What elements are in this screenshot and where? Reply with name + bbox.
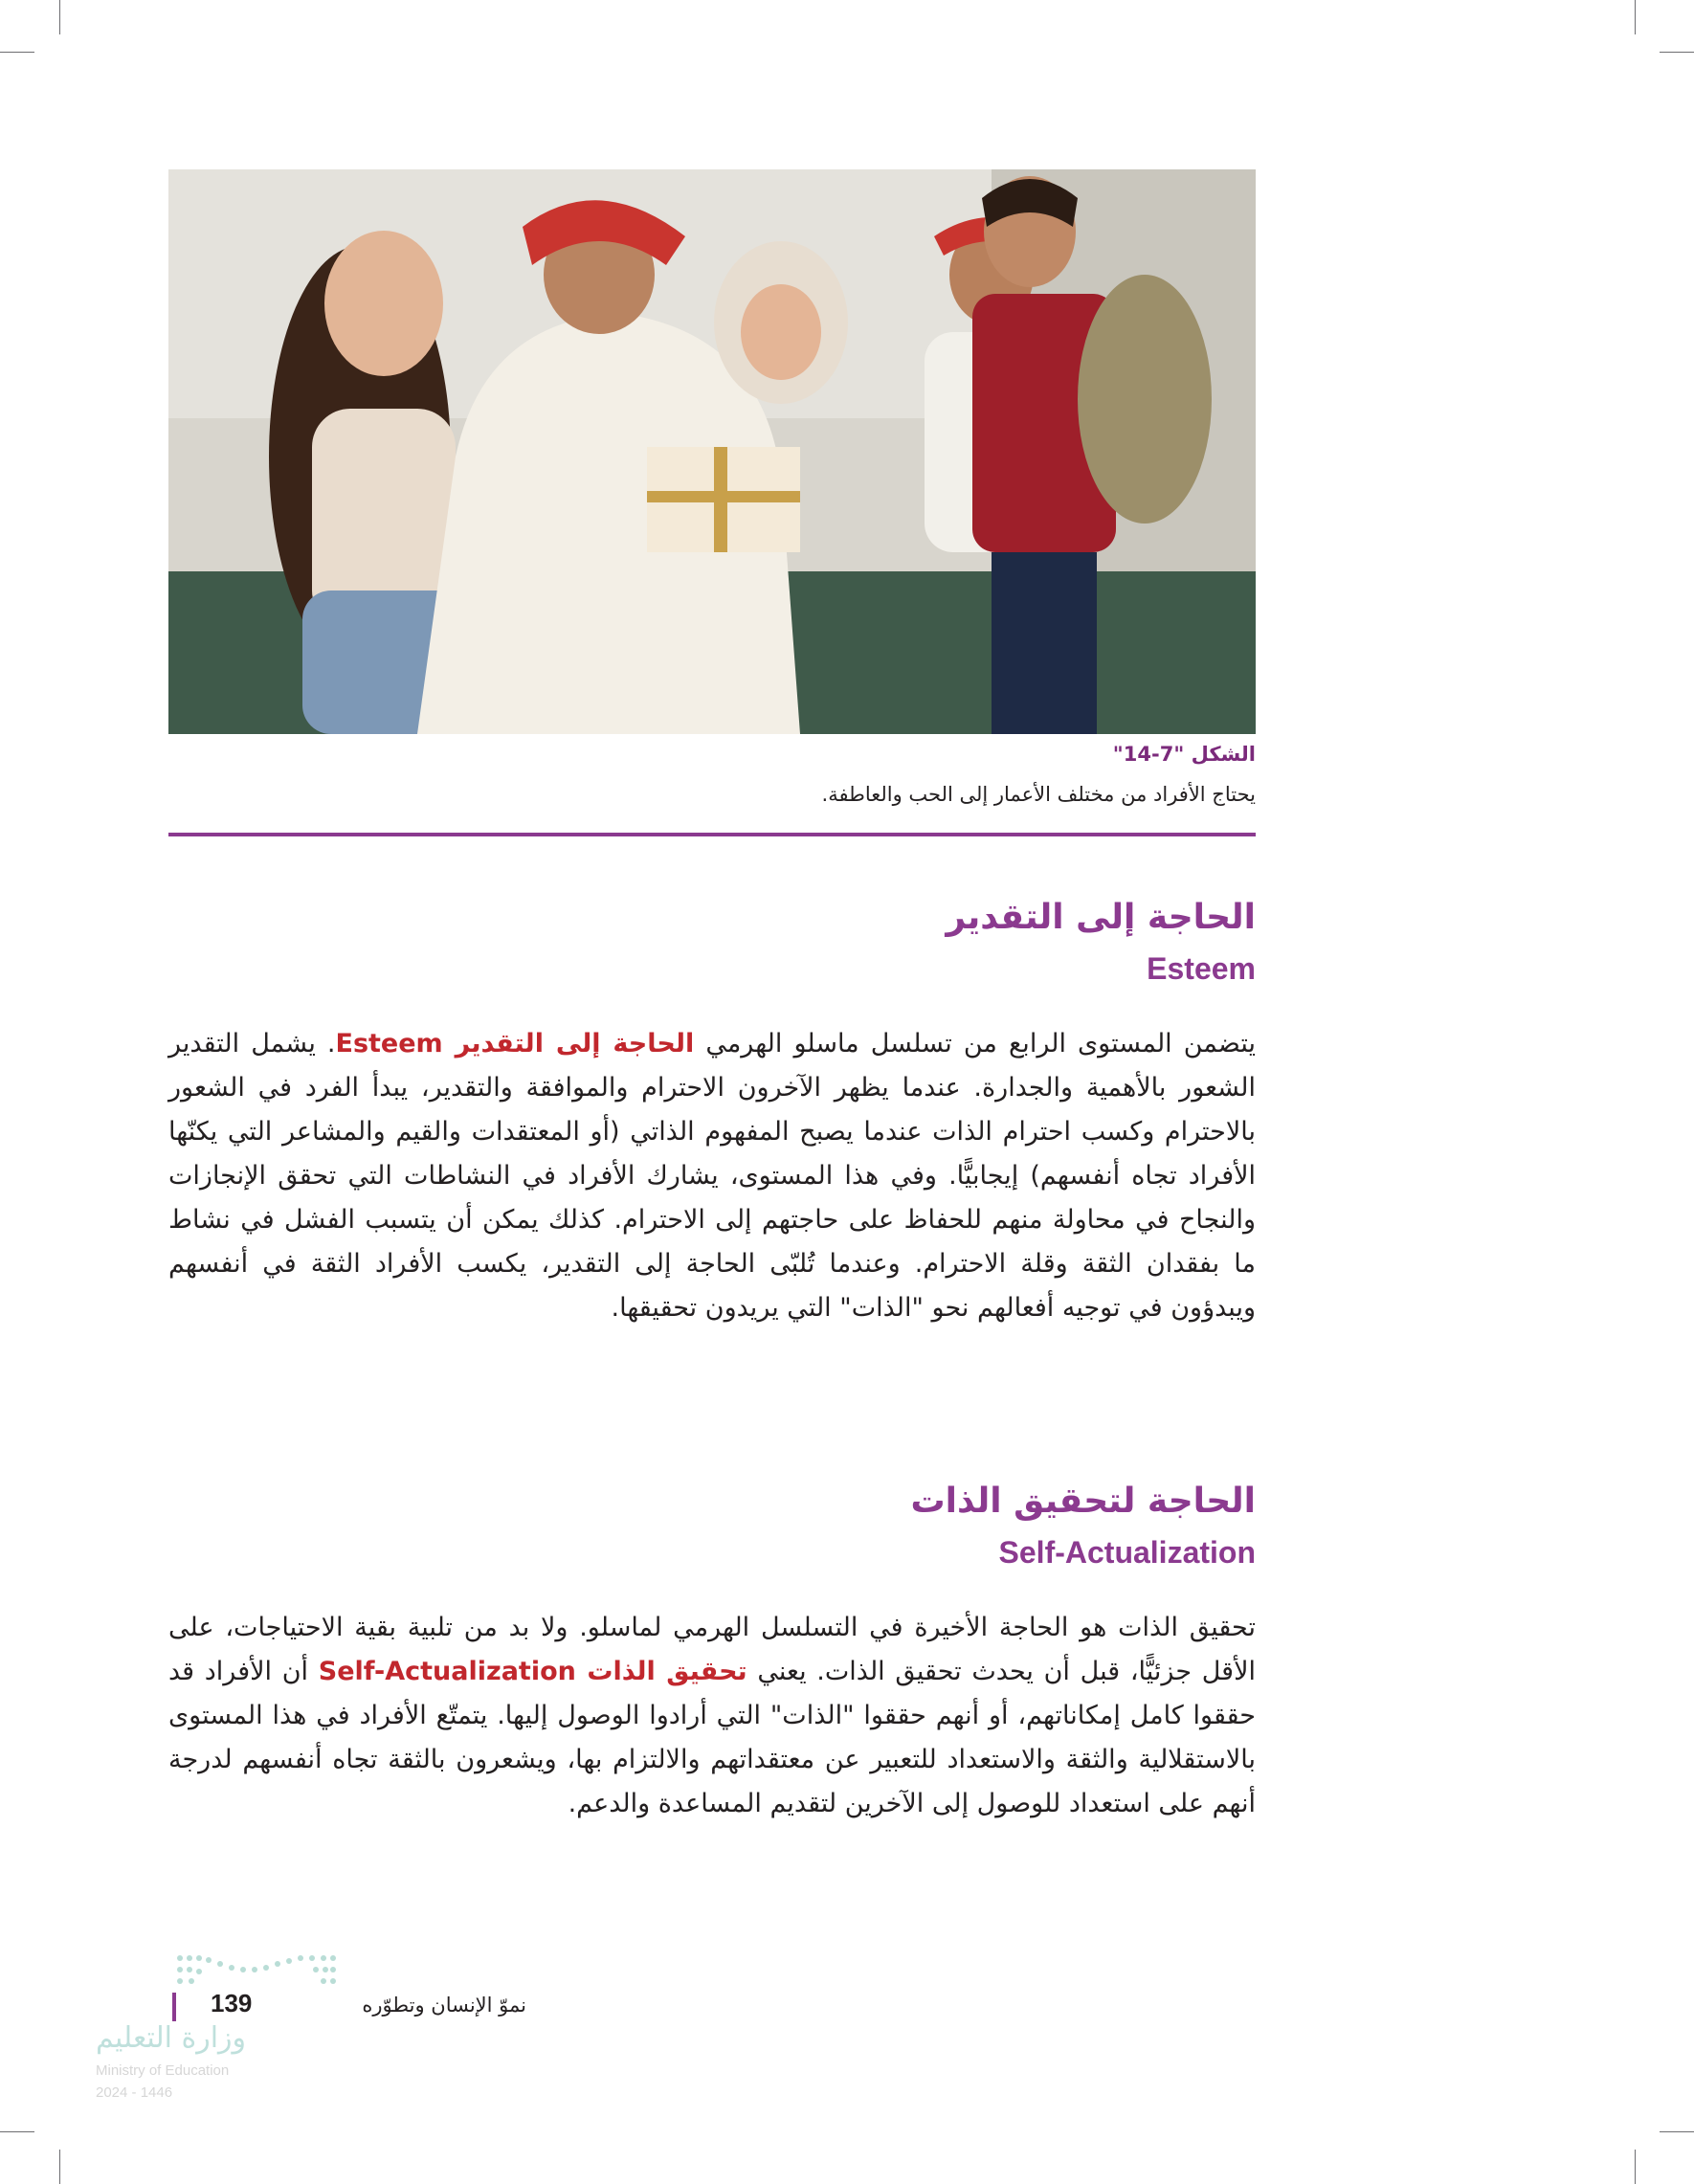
esteem-term: الحاجة إلى التقدير Esteem [335, 1029, 695, 1059]
esteem-paragraph [168, 1022, 1256, 1330]
esteem-heading-ar: الحاجة إلى التقدير [946, 898, 1256, 937]
crop-mark [1635, 2150, 1636, 2184]
crop-mark [59, 2150, 60, 2184]
crop-mark [0, 2131, 34, 2132]
esteem-heading-en: Esteem [1147, 951, 1256, 986]
self-actualization-term: تحقيق الذات Self-Actualization [318, 1657, 747, 1686]
crop-mark [59, 0, 60, 34]
figure-label: الشكل "7-14" [1112, 743, 1256, 766]
crop-mark [0, 52, 34, 53]
page-number: 139 [211, 1989, 253, 2017]
ministry-name-ar: وزارة التعليم [96, 2021, 247, 2055]
self-actualization-heading-en: Self-Actualization [998, 1535, 1256, 1570]
figure-caption: يحتاج الأفراد من مختلف الأعمار إلى الحب والعاطفة. [821, 783, 1256, 806]
crop-mark [1660, 52, 1694, 53]
section-divider [168, 833, 1256, 836]
family-photo [168, 169, 1256, 734]
esteem-paragraph-rest: . يشمل التقدير الشعور بالأهمية والجدارة. عندما يظهر الآخرون الاحترام والموافقة والتقدير، يبدأ الفرد في الشعور بالاحترام وكسب احترام الذات عندما يصبح المفهوم الذاتي (أو المعتقدات والقيم والمشاعر التي يكنّها الأفراد تجاه أنفسهم) إيجابيًّا. وفي هذا المستوى، يشارك الأفراد في النشاطات التي تحقق الإنجازات والنجاح في محاولة منهم للحفاظ على حاجتهم إلى الاحترام. كذلك يمكن أن يتسبب الفشل في نشاط ما بفقدان الثقة وقلة الاحترام. وعندما تُلبّى الحاجة إلى التقدير، يكسب الأفراد الثقة في أنفسهم ويبدؤون في توجيه أفعالهم نحو "الذات" التي يريدون تحقيقها. [168, 1029, 1256, 1323]
ministry-name-en: Ministry of Education [96, 2062, 230, 2079]
crop-mark [1635, 0, 1636, 34]
page-number-bar [172, 1993, 176, 2021]
self-actualization-paragraph-rest: أن الأفراد قد حققوا كامل إمكاناتهم، أو أنهم حققوا "الذات" التي أرادوا الوصول إليها. يتمتّع الأفراد في هذا المستوى بالاستقلالية والثقة والاستعداد للتعبير عن معتقداتهم والالتزام بها، ويشعرون بالثقة تجاه أنفسهم لدرجة أنهم على استعداد للوصول إلى الآخرين لتقديم المساعدة والدعم. [168, 1657, 1256, 1818]
self-actualization-heading-ar: الحاجة لتحقيق الذات [910, 1482, 1256, 1521]
book-title: نموّ الإنسان وتطوّره [362, 1994, 526, 2017]
self-actualization-paragraph [168, 1606, 1256, 1826]
esteem-paragraph-start: يتضمن المستوى الرابع من تسلسل ماسلو الهرمي [694, 1029, 1256, 1059]
edition-year: 2024 - 1446 [96, 2084, 173, 2101]
ministry-logo-dots [172, 1952, 340, 1985]
crop-mark [1660, 2131, 1694, 2132]
self-actualization-paragraph-start: تحقيق الذات هو الحاجة الأخيرة في التسلسل الهرمي لماسلو. ولا بد من تلبية بقية الاحتياجات، على الأقل جزئيًّا، قبل أن يحدث تحقيق الذات. يعني [168, 1613, 1256, 1686]
family-photo-illustration [168, 169, 1256, 734]
